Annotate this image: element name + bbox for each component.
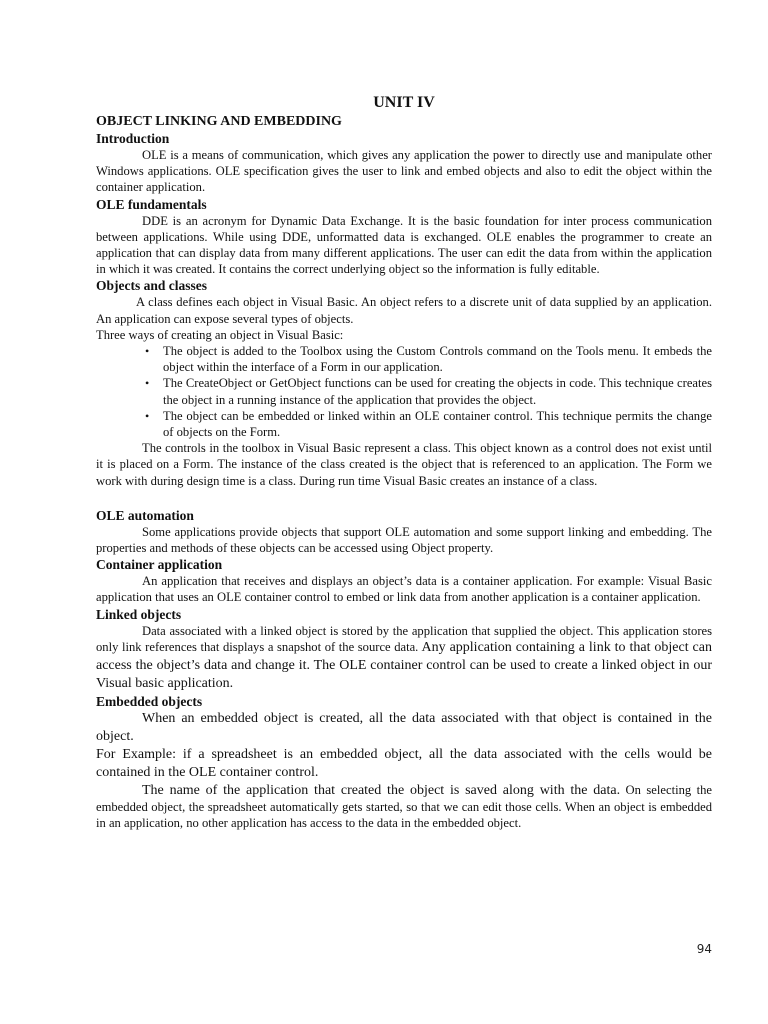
heading-linked-objects: Linked objects (96, 606, 182, 622)
heading-introduction: Introduction (96, 131, 170, 146)
embedded-paragraph-3-part1: The name of the application that created the object is saved along with the data. (142, 782, 621, 798)
linked-paragraph-part2: Any application containing a link to that object can access the object’s data and change it. The OLE container control can be used to create a linked object in our Visual basic application. (96, 639, 712, 691)
fundamentals-paragraph: DDE is an acronym for Dynamic Data Exchange. It is the basic foundation for inter process communication between applications. While using DDE, unformatted data is exchanged. OLE enables the programmer to create an application that can display data from many different applications. The user can edit the data from within the application in which it was created. It contains the correct underlying object so the information is fully editable. (96, 213, 712, 277)
heading-container-application: Container application (96, 557, 223, 573)
introduction-paragraph: OLE is a means of communication, which gives any application the power to directly use and manipulate other Windows applications. OLE specification gives the user to link and embed objects and also to edit the object within the container application. (96, 148, 712, 195)
automation-paragraph: Some applications provide objects that support OLE automation and some support linking and embedding. The properties and methods of these objects can be accessed using Object property. (96, 524, 712, 556)
ways-list (96, 343, 712, 440)
embedded-paragraph-2: For Example: if a spreadsheet is an embedded object, all the data associated with the cells would be contained in the OLE container control. (96, 746, 712, 780)
ways-intro: Three ways of creating an object in Visual Basic: (96, 327, 344, 342)
unit-title: UNIT IV (373, 94, 435, 111)
heading-ole-fundamentals: OLE fundamentals (96, 196, 207, 212)
list-item-text: The CreateObject or GetObject functions can be used for creating the objects in code. This technique creates the object in a running instance of the application that provides the object. (163, 376, 712, 407)
container-paragraph: An application that receives and displays an object’s data is a container application. For example: Visual Basic application that uses an OLE container control to embed or link data from another application is a container application. (96, 574, 712, 605)
list-item-text: The object can be embedded or linked within an OLE container control. This technique permits the change of objects on the Form. (163, 408, 712, 440)
linked-paragraph-part1: Data associated with a linked object is stored by the application that supplied the object. This application stores only link references that displays a snapshot of the source data. (96, 623, 712, 654)
page-number: 94 (696, 942, 712, 956)
embedded-paragraph-3 (96, 782, 712, 832)
bullet-icon: • (145, 408, 150, 423)
heading-embedded-objects: Embedded objects (96, 693, 203, 709)
embedded-paragraph-1: When an embedded object is created, all the data associated with that object is contained in the object. (96, 710, 712, 744)
linked-paragraph (96, 623, 712, 693)
objects-classes-paragraph: A class defines each object in Visual Basic. An object refers to a discrete unit of data supplied by an application. An application can expose several types of objects. (96, 295, 712, 326)
bullet-icon: • (145, 376, 150, 391)
list-item (145, 375, 712, 407)
list-item-text: The object is added to the Toolbox using the Custom Controls command on the Tools menu. It embeds the object within the interface of a Form in our application. (163, 344, 712, 375)
embedded-paragraph-3-part2: On selecting the embedded object, the spreadsheet automatically gets started, so that we can edit those cells. When an object is embedded in an application, no other application has access to the data in the embedded object. (96, 782, 712, 831)
heading-ole-automation: OLE automation (96, 507, 194, 523)
list-item (145, 408, 712, 440)
page-content (96, 93, 712, 831)
list-item (145, 343, 712, 375)
heading-objects-and-classes: Objects and classes (96, 278, 207, 294)
controls-class-paragraph: The controls in the toolbox in Visual Basic represent a class. This object known as a control does not exist until it is placed on a Form. The instance of the class created is the object that is referenced to an application. The Form we work with during design time is a class. During run time Visual Basic creates an instance of a class. (96, 441, 712, 488)
chapter-title: OBJECT LINKING AND EMBEDDING (96, 114, 342, 129)
bullet-icon: • (145, 344, 150, 359)
